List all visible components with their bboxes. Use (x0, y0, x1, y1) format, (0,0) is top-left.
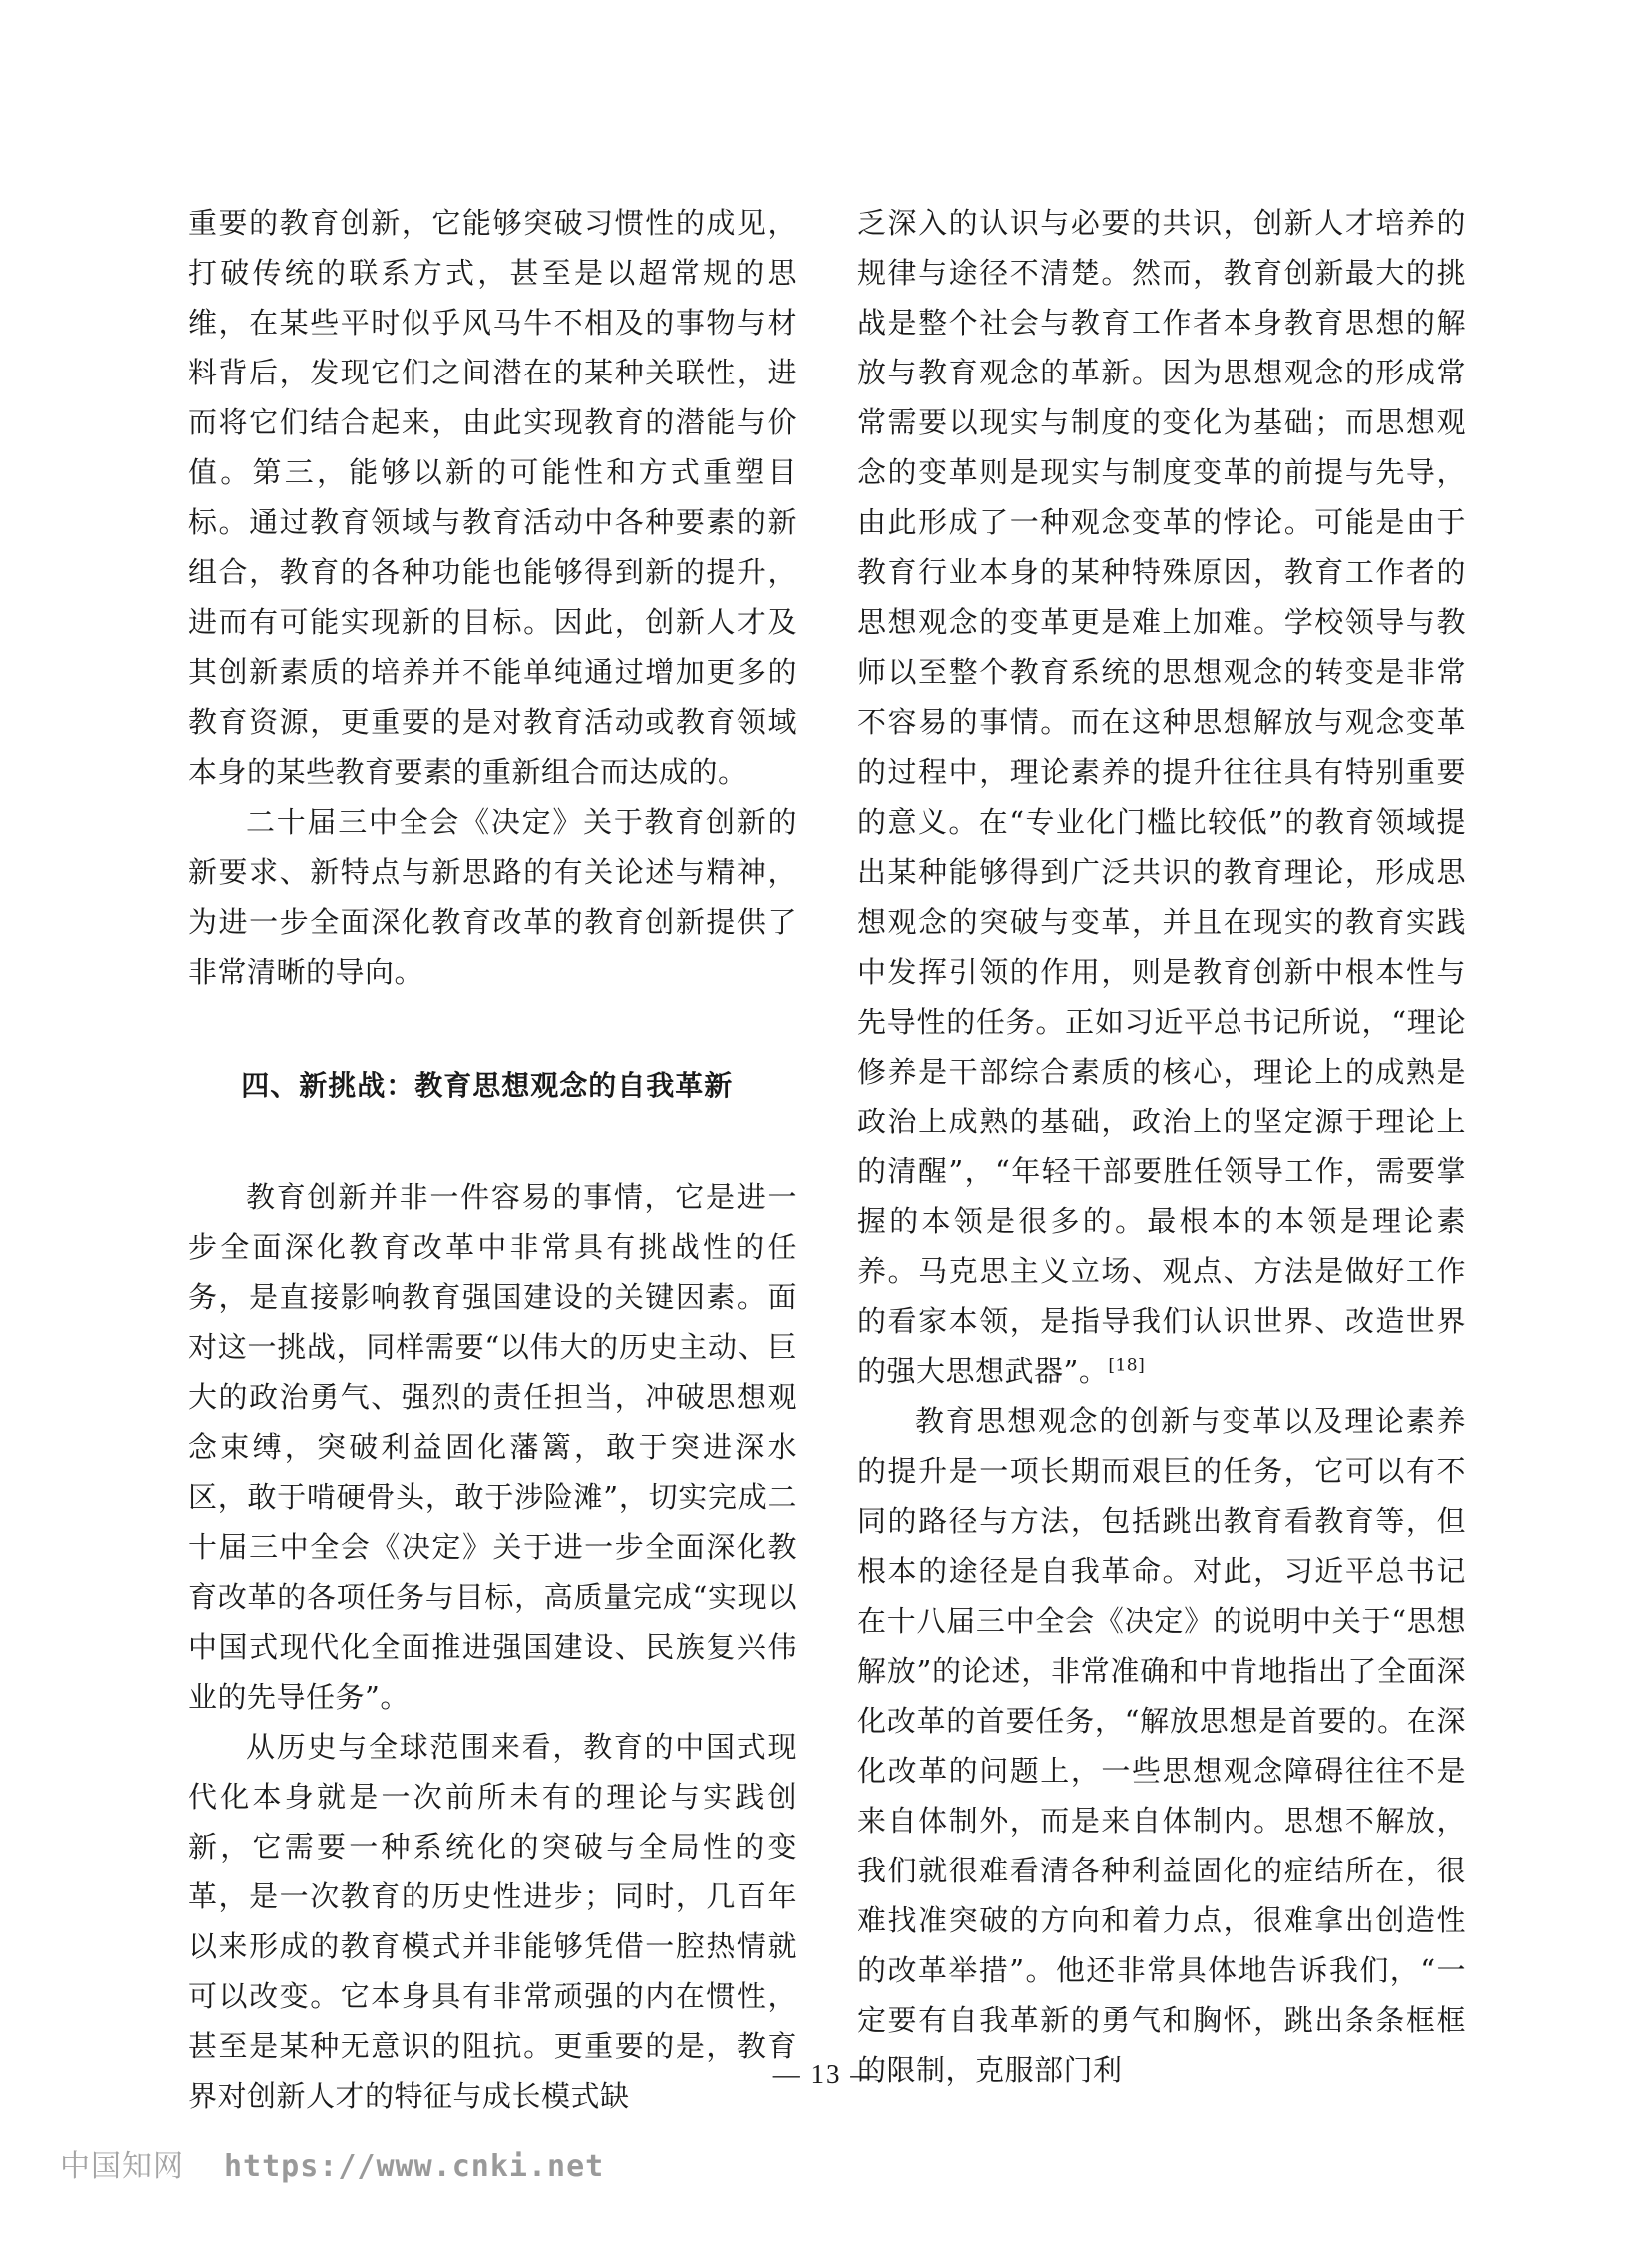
watermark (60, 2141, 604, 2185)
watermark-brand: 中国知网 (60, 2149, 184, 2184)
left-column (188, 198, 797, 2121)
paragraph-continuation: 重要的教育创新，它能够突破习惯性的成见，打破传统的联系方式，甚至是以超常规的思维，在某些平时似乎风马牛不相及的事物与材料背后，发现它们之间潜在的某种关联性，进而将它们结合起来，由此实现教育的潜能与价值。第三，能够以新的可能性和方式重塑目标。通过教育领域与教育活动中各种要素的新组合，教育的各种功能也能够得到新的提升，进而有可能实现新的目标。因此，创新人才及其创新素质的培养并不能单纯通过增加更多的教育资源，更重要的是对教育活动或教育领域本身的某些教育要素的重新组合而达成的。 (188, 206, 797, 789)
citation-reference[interactable]: [18] (1108, 1355, 1146, 1376)
paragraph-continuation (857, 198, 1466, 1396)
paragraph: 教育思想观念的创新与变革以及理论素养的提升是一项长期而艰巨的任务，它可以有不同的路径与方法，包括跳出教育看教育等，但根本的途径是自我革命。对此，习近平总书记在十八届三中全会《决定》的说明中关于“思想解放”的论述，非常准确和中肯地指出了全面深化改革的首要任务，“解放思想是首要的。在深化改革的问题上，一些思想观念障碍往往不是来自体制外，而是来自体制内。思想不解放，我们就很难看清各种利益固化的症结所在，很难找准突破的方向和着力点，很难拿出创造性的改革举措”。他还非常具体地告诉我们，“一定要有自我革新的勇气和胸怀，跳出条条框框的限制，克服部门利 (857, 1404, 1466, 2087)
paragraph-text: 乏深入的认识与必要的共识，创新人才培养的规律与途径不清楚。然而，教育创新最大的挑战是整个社会与教育工作者本身教育思想的解放与教育观念的革新。因为思想观念的形成常常需要以现实与制度的变化为基础；而思想观念的变革则是现实与制度变革的前提与先导，由此形成了一种观念变革的悖论。可能是由于教育行业本身的某种特殊原因，教育工作者的思想观念的变革更是难上加难。学校领导与教师以至整个教育系统的思想观念的转变是非常不容易的事情。而在这种思想解放与观念变革的过程中，理论素养的提升往往具有特别重要的意义。在“专业化门槛比较低”的教育领域提出某种能够得到广泛共识的教育理论，形成思想观念的突破与变革，并且在现实的教育实践中发挥引领的作用，则是教育创新中根本性与先导性的任务。正如习近平总书记所说，“理论修养是干部综合素质的核心，理论上的成熟是政治上成熟的基础，政治上的坚定源于理论上的清醒”，“年轻干部要胜任领导工作，需要掌握的本领是很多的。最根本的本领是理论素养。马克思主义立场、观点、方法是做好工作的看家本领，是指导我们认识世界、改造世界的强大思想武器”。 (857, 206, 1466, 1388)
watermark-url[interactable]: https://www.cnki.net (224, 2149, 605, 2184)
paragraph: 教育创新并非一件容易的事情，它是进一步全面深化教育改革中非常具有挑战性的任务，是直接影响教育强国建设的关键因素。面对这一挑战，同样需要“以伟大的历史主动、巨大的政治勇气、强烈的责任担当，冲破思想观念束缚，突破利益固化藩篱，敢于突进深水区，敢于啃硬骨头，敢于涉险滩”，切实完成二十届三中全会《决定》关于进一步全面深化教育改革的各项任务与目标，高质量完成“实现以中国式现代化全面推进强国建设、民族复兴伟业的先导任务”。 (188, 1180, 797, 1714)
page-number: — 13 — (772, 2059, 880, 2089)
paragraph: 二十届三中全会《决定》关于教育创新的新要求、新特点与新思路的有关论述与精神，为进一步全面深化教育改革的教育创新提供了非常清晰的导向。 (188, 805, 797, 989)
paragraph: 从历史与全球范围来看，教育的中国式现代化本身就是一次前所未有的理论与实践创新，它需要一种系统化的突破与全局性的变革，是一次教育的历史性进步；同时，几百年以来形成的教育模式并非能够凭借一腔热情就可以改变。它本身具有非常顽强的内在惯性，甚至是某种无意识的阻抗。更重要的是，教育界对创新人才的特征与成长模式缺 (188, 1730, 797, 2113)
section-heading: 四、新挑战：教育思想观念的自我革新 (241, 1069, 734, 1102)
right-column (857, 198, 1466, 2095)
